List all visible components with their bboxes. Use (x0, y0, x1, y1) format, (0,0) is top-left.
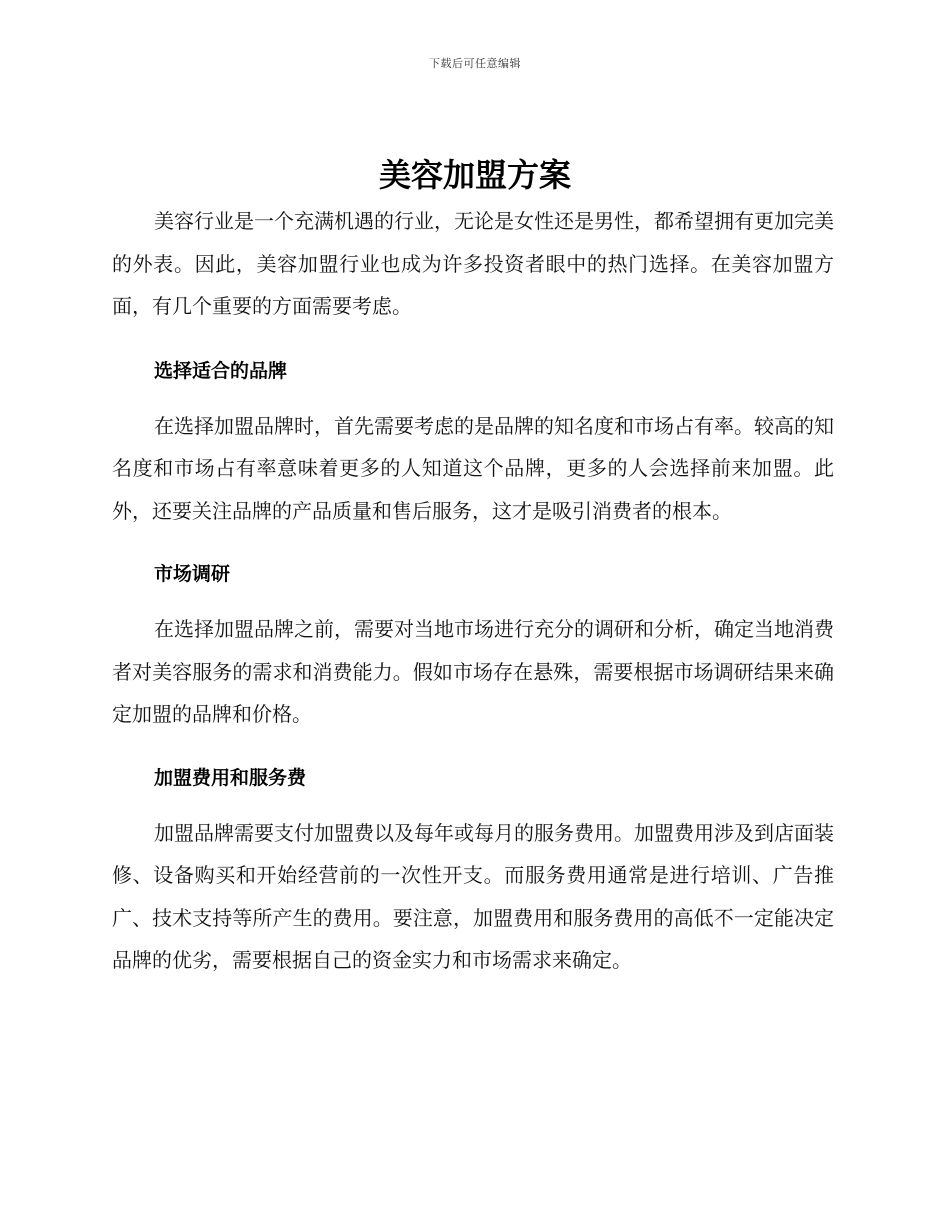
section-heading-brand: 选择适合的品牌 (154, 359, 288, 382)
section-heading-market-research: 市场调研 (154, 563, 231, 585)
section-paragraph-fees: 加盟品牌需要支付加盟费以及每年或每月的服务费用。加盟费用涉及到店面装修、设备购买和开始经营前的一次性开支。而服务费用通常是进行培训、广告推广、技术支持等所产生的费用。要注意，加盟费用和服务费用的高低不一定能决定品牌的优劣，需要根据自己的资金实力和市场需求来确定。 (112, 820, 834, 972)
section-heading-fees: 加盟费用和服务费 (154, 766, 307, 789)
header-note: 下载后可任意编辑 (429, 57, 521, 70)
section-paragraph-brand: 在选择加盟品牌时，首先需要考虑的是品牌的知名度和市场占有率。较高的知名度和市场占有率意味着更多的人知道这个品牌，更多的人会选择前来加盟。此外，还要关注品牌的产品质量和售后服务，这才是吸引消费者的根本。 (112, 413, 834, 523)
document-title: 美容加盟方案 (378, 156, 571, 194)
document-body (112, 200, 834, 982)
section-paragraph-market-research: 在选择加盟品牌之前，需要对当地市场进行充分的调研和分析，确定当地消费者对美容服务的需求和消费能力。假如市场存在悬殊，需要根据市场调研结果来确定加盟的品牌和价格。 (112, 617, 834, 726)
intro-paragraph: 美容行业是一个充满机遇的行业，无论是女性还是男性，都希望拥有更加完美的外表。因此，美容加盟行业也成为许多投资者眼中的热门选择。在美容加盟方面，有几个重要的方面需要考虑。 (112, 209, 834, 318)
